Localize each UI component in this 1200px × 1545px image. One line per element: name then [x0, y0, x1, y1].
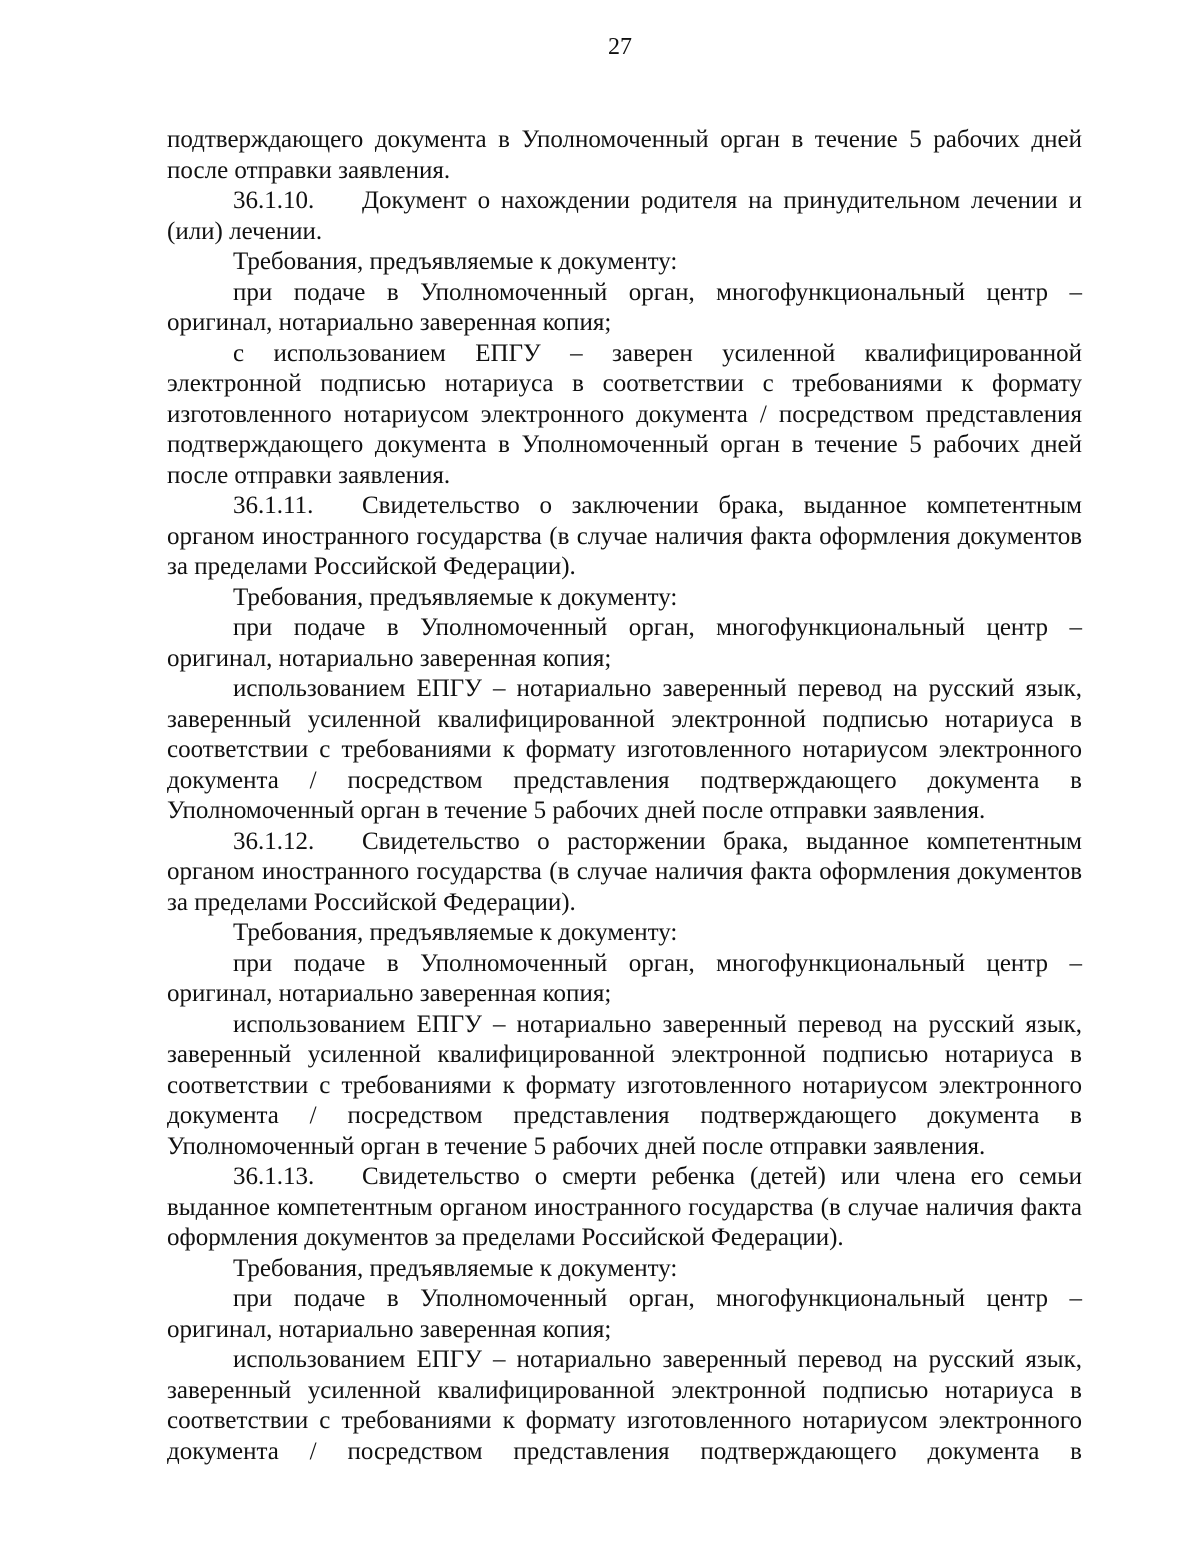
paragraph-requirement-office: при подаче в Уполномоченный орган, многофункциональный центр – оригинал, нотариально заверенная копия; — [167, 278, 1082, 336]
item-number: 36.1.11. — [233, 492, 314, 519]
paragraph-requirements-heading: Требования, предъявляемые к документу: — [233, 1254, 678, 1282]
item-text: Свидетельство о расторжении брака, выданное компетентным органом иностранного государства (в случае наличия факта оформления документов за пределами Российской Федерации). — [167, 827, 1082, 916]
paragraph-requirement-office: при подаче в Уполномоченный орган, многофункциональный центр – оригинал, нотариально заверенная копия; — [167, 949, 1082, 1007]
paragraph-continuation: подтверждающего документа в Уполномоченный орган в течение 5 рабочих дней после отправки заявления. — [167, 126, 1082, 184]
paragraph-requirement-epgu: использованием ЕПГУ – нотариально заверенный перевод на русский язык, заверенный усиленной квалифицированной электронной подписью нотариуса в соответствии с требованиями к формату изготовленного нотариусом электронного документа / посредством представления подтверждающего документа в Уполномоченный орган в течение 5 рабочих дней после отправки заявления. — [167, 675, 1082, 824]
item-number: 36.1.13. — [233, 1163, 315, 1190]
paragraph-requirements-heading: Требования, предъявляемые к документу: — [233, 919, 678, 946]
paragraph-item-36-1-10 — [167, 186, 1082, 247]
paragraph-requirement-office: при подаче в Уполномоченный орган, многофункциональный центр – оригинал, нотариально заверенная копия; — [167, 1285, 1082, 1343]
paragraph-requirement-epgu: с использованием ЕПГУ – заверен усиленной квалифицированной электронной подписью нотариуса в соответствии с требованиями к формату изготовленного нотариусом электронного документа / посредством представления подтверждающего документа в Уполномоченный орган в течение 5 рабочих дней после отправки заявления. — [167, 339, 1082, 489]
paragraph-item-36-1-11 — [167, 491, 1082, 583]
item-number: 36.1.12. — [233, 827, 315, 855]
item-text: Свидетельство о смерти ребенка (детей) или члена его семьи выданное компетентным органом иностранного государства (в случае наличия факта оформления документов за пределами Российской Федерации). — [167, 1163, 1082, 1251]
item-text: Документ о нахождении родителя на принудительном лечении и (или) лечении. — [167, 187, 1082, 245]
paragraph-requirement-epgu: использованием ЕПГУ – нотариально заверенный перевод на русский язык, заверенный усиленной квалифицированной электронной подписью нотариуса в соответствии с требованиями к формату изготовленного нотариусом электронного документа / посредством представления подтверждающего документа в Уполномоченный орган в течение 5 рабочих дней после отправки заявления. — [167, 1010, 1082, 1160]
item-number: 36.1.10. — [233, 187, 315, 214]
paragraph-requirement-epgu: использованием ЕПГУ – нотариально заверенный перевод на русский язык, заверенный усиленной квалифицированной электронной подписью нотариуса в соответствии с требованиями к формату изготовленного нотариусом электронного документа / посредством представления подтверждающего документа в — [167, 1346, 1082, 1465]
paragraph-requirements-heading: Требования, предъявляемые к документу: — [233, 248, 678, 275]
paragraph-requirement-office: при подаче в Уполномоченный орган, многофункциональный центр – оригинал, нотариально заверенная копия; — [167, 614, 1082, 672]
paragraph-item-36-1-12 — [167, 827, 1082, 919]
paragraph-item-36-1-13 — [167, 1162, 1082, 1254]
item-text: Свидетельство о заключении брака, выданное компетентным органом иностранного государства (в случае наличия факта оформления документов за пределами Российской Федерации). — [167, 492, 1082, 580]
document-body — [167, 125, 1082, 1467]
paragraph-requirements-heading: Требования, предъявляемые к документу: — [233, 583, 678, 611]
page-number: 27 — [608, 34, 632, 60]
